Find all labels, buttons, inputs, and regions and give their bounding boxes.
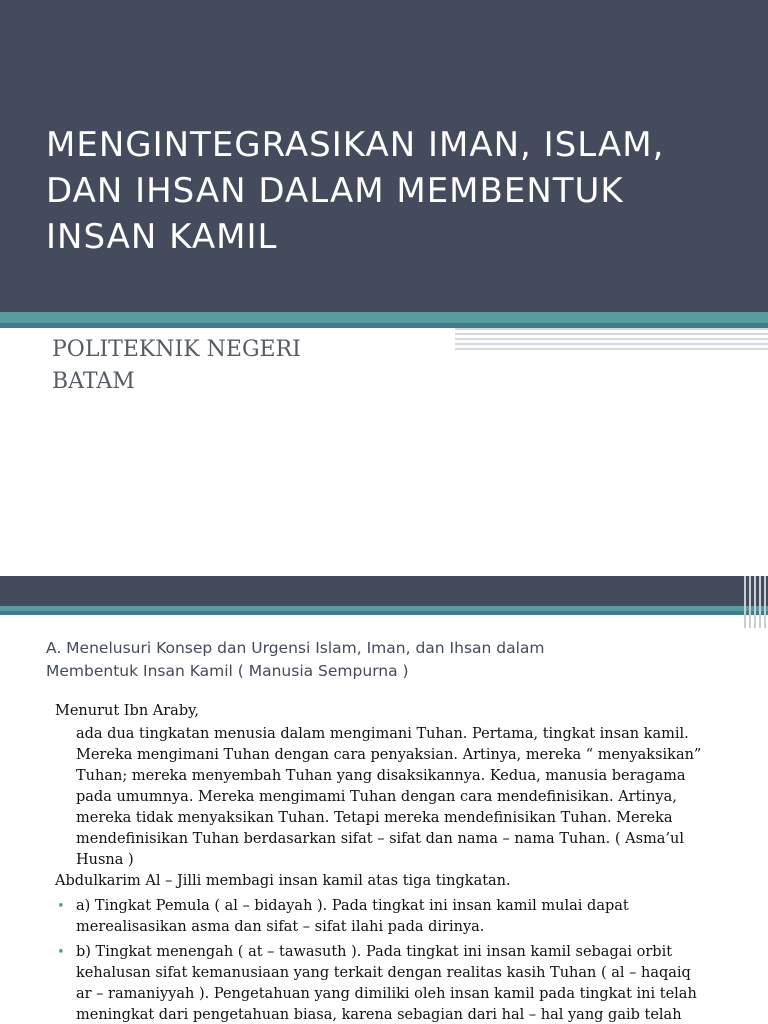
- paragraph-line: mereka tidak menyaksikan Tuhan. Tetapi mereka mendefinisikan Tuhan. Mereka: [76, 810, 673, 826]
- decorative-stripes: [455, 328, 768, 354]
- accent-band-shadow: [0, 611, 768, 615]
- slide-title: [46, 122, 746, 260]
- list-item-line: kehalusan sifat kemanusiaan yang terkait dengan realitas kasih Tuhan ( al – haqaiq: [76, 965, 691, 981]
- title-line: INSAN KAMIL: [46, 217, 278, 257]
- ibn-araby-paragraph: [76, 724, 716, 871]
- bullet-icon: •: [57, 899, 65, 914]
- list-item-line: ar – ramaniyyah ). Pengetahuan yang dimiliki oleh insan kamil pada tingkat ini telah: [76, 986, 697, 1002]
- slide-subtitle: [52, 334, 301, 398]
- paragraph-line: Tuhan; mereka menyembah Tuhan yang disaksikannya. Kedua, manusia beragama: [76, 768, 686, 784]
- content-header-panel: [0, 576, 768, 606]
- decorative-vertical-stripes: [742, 576, 768, 628]
- section-heading: [46, 637, 736, 683]
- slide-body: [55, 701, 755, 1024]
- list-item: [57, 896, 726, 938]
- abdulkarim-text: Abdulkarim Al – Jilli membagi insan kamil atas tiga tingkatan.: [55, 873, 511, 889]
- subtitle-line: BATAM: [52, 369, 135, 394]
- heading-line: A. Menelusuri Konsep dan Urgensi Islam, Iman, dan Ihsan dalam: [46, 639, 545, 657]
- heading-line: Membentuk Insan Kamil ( Manusia Sempurna ): [46, 662, 409, 680]
- list-item-line: meningkat dari pengetahuan biasa, karena sebagian dari hal – hal yang gaib telah: [76, 1007, 682, 1023]
- title-line: DAN IHSAN DALAM MEMBENTUK: [46, 171, 624, 211]
- list-item-line: b) Tingkat menengah ( at – tawasuth ). Pada tingkat ini insan kamil sebagai orbit: [76, 944, 673, 960]
- paragraph-line: Mereka mengimani Tuhan dengan cara penyaksian. Artinya, mereka “ menyaksikan”: [76, 747, 702, 763]
- paragraph-line: pada umumnya. Mereka mengimami Tuhan dengan cara mendefinisikan. Artinya,: [76, 789, 677, 805]
- paragraph-line: ada dua tingkatan menusia dalam mengimani Tuhan. Pertama, tingkat insan kamil.: [76, 726, 689, 742]
- subtitle-line: POLITEKNIK NEGERI: [52, 337, 301, 362]
- intro-text: Menurut Ibn Araby,: [55, 703, 199, 719]
- content-slide: [0, 576, 768, 1024]
- list-item-line: a) Tingkat Pemula ( al – bidayah ). Pada tingkat ini insan kamil mulai dapat: [76, 898, 629, 914]
- bullet-icon: •: [57, 945, 65, 960]
- list-item-line: merealisasikan asma dan sifat – sifat ilahi pada dirinya.: [76, 919, 485, 935]
- title-line: MENGINTEGRASIKAN IMAN, ISLAM,: [46, 125, 665, 165]
- paragraph-line: mendefinisikan Tuhan berdasarkan sifat – sifat dan nama – nama Tuhan. ( Asma’ul: [76, 831, 685, 847]
- list-item: [57, 942, 726, 1024]
- paragraph-line: Husna ): [76, 852, 134, 868]
